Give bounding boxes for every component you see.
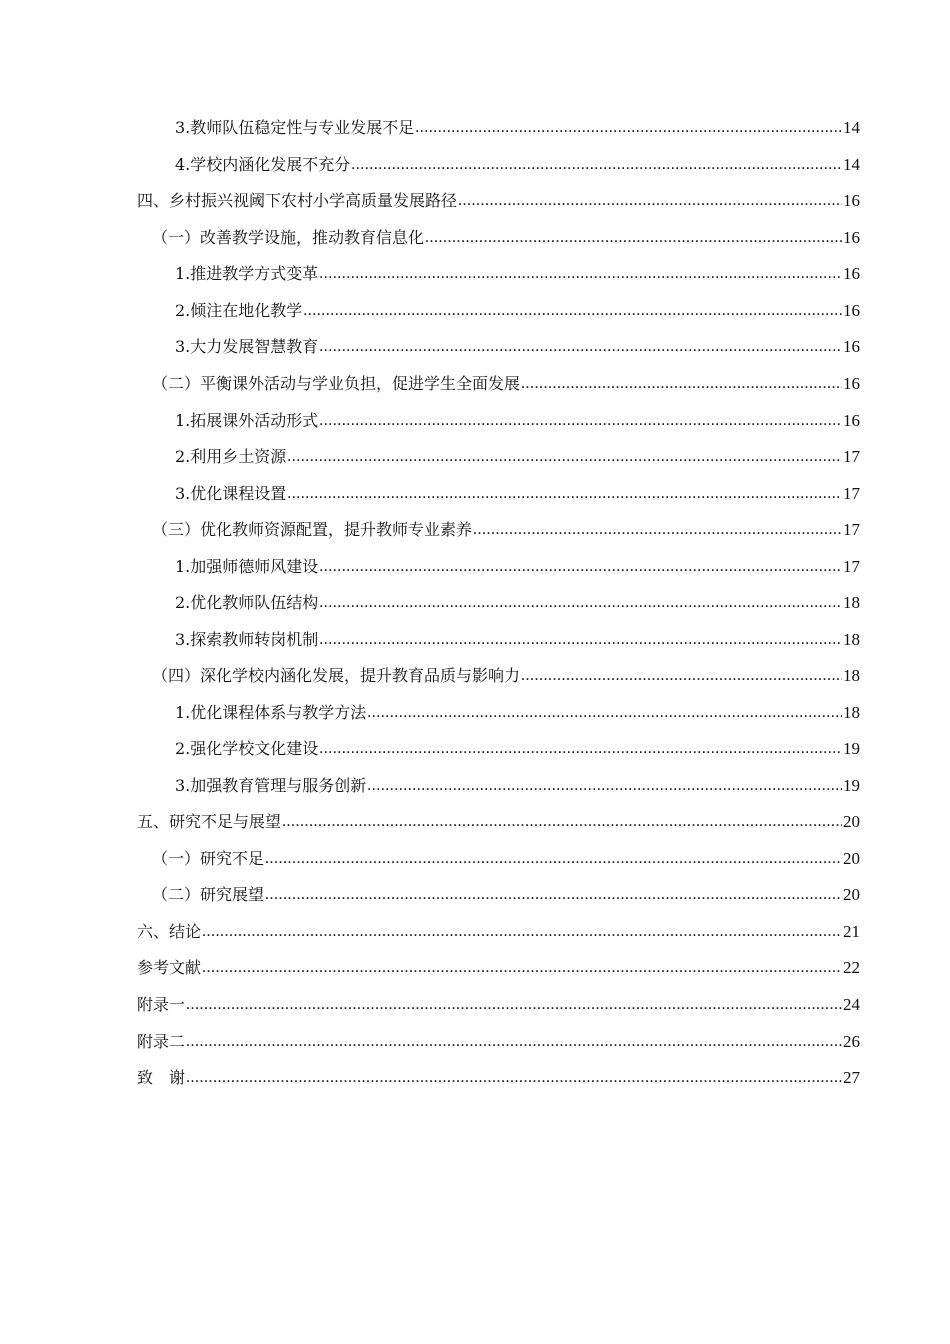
toc-entry-title: 4.学校内涵化发展不充分 — [175, 154, 351, 174]
toc-entry-page: 14 — [843, 118, 860, 138]
toc-entry[interactable] — [0, 914, 950, 951]
toc-entry[interactable] — [0, 841, 950, 878]
toc-entry-title: 3.大力发展智慧教育 — [175, 337, 319, 357]
toc-entry-page: 17 — [843, 556, 860, 576]
toc-entry-page: 22 — [843, 958, 860, 978]
toc-entry-title: （一）改善教学设施，推动教育信息化 — [152, 227, 425, 247]
toc-entry[interactable] — [0, 621, 950, 658]
dot-leader — [319, 411, 842, 431]
dot-leader — [319, 739, 842, 759]
toc-entry-page: 18 — [843, 666, 860, 686]
toc-entry[interactable] — [0, 329, 950, 366]
toc-entry-title: 致 谢 — [137, 1068, 186, 1088]
toc-entry[interactable] — [0, 804, 950, 841]
toc-entry[interactable] — [0, 475, 950, 512]
toc-entry[interactable] — [0, 877, 950, 914]
toc-entry-page: 18 — [843, 593, 860, 613]
dot-leader — [425, 228, 842, 248]
toc-entry-title: 3.探索教师转岗机制 — [175, 629, 319, 649]
toc-entry-page: 20 — [843, 848, 860, 868]
toc-entry-title: 1.推进教学方式变革 — [175, 264, 319, 284]
toc-entry[interactable] — [0, 439, 950, 476]
toc-entry-title: 六、结论 — [137, 921, 202, 941]
dot-leader — [319, 630, 842, 650]
toc-entry[interactable] — [0, 110, 950, 147]
toc-entry-title: （二）研究展望 — [152, 885, 265, 905]
toc-entry-page: 21 — [843, 921, 860, 941]
toc-entry-page: 17 — [843, 447, 860, 467]
toc-entry[interactable] — [0, 731, 950, 768]
toc-entry[interactable] — [0, 402, 950, 439]
toc-entry-page: 16 — [843, 300, 860, 320]
toc-entry[interactable] — [0, 147, 950, 184]
toc-entry-page: 16 — [843, 337, 860, 357]
toc-entry[interactable] — [0, 585, 950, 622]
toc-entry-page: 14 — [843, 154, 860, 174]
dot-leader — [287, 484, 842, 504]
toc-entry-title: 参考文献 — [137, 958, 202, 978]
toc-entry-title: 2.利用乡土资源 — [175, 447, 287, 467]
toc-entry-page: 20 — [843, 812, 860, 832]
toc-entry-title: 1.拓展课外活动形式 — [175, 410, 319, 430]
toc-entry-page: 16 — [843, 191, 860, 211]
dot-leader — [319, 264, 842, 284]
table-of-contents — [0, 110, 950, 1096]
toc-entry-page: 16 — [843, 264, 860, 284]
toc-entry-page: 27 — [843, 1068, 860, 1088]
dot-leader — [367, 776, 842, 796]
dot-leader — [319, 337, 842, 357]
toc-entry-title: （四）深化学校内涵化发展，提升教育品质与影响力 — [152, 666, 521, 686]
toc-entry-page: 16 — [843, 373, 860, 393]
toc-entry-title: 2.强化学校文化建设 — [175, 739, 319, 759]
toc-entry-page: 26 — [843, 1031, 860, 1051]
toc-entry-title: 五、研究不足与展望 — [137, 812, 282, 832]
toc-entry-title: 3.优化课程设置 — [175, 483, 287, 503]
toc-entry-title: 1.优化课程体系与教学方法 — [175, 702, 367, 722]
toc-entry-title: 3.加强教育管理与服务创新 — [175, 775, 367, 795]
dot-leader — [319, 557, 842, 577]
dot-leader — [287, 447, 842, 467]
toc-entry-title: 3.教师队伍稳定性与专业发展不足 — [175, 118, 415, 138]
toc-entry-page: 24 — [843, 995, 860, 1015]
toc-entry[interactable] — [0, 183, 950, 220]
dot-leader — [265, 849, 842, 869]
toc-entry-title: （三）优化教师资源配置，提升教师专业素养 — [152, 520, 473, 540]
dot-leader — [202, 922, 842, 942]
toc-entry-page: 17 — [843, 520, 860, 540]
toc-entry-title: 2.优化教师队伍结构 — [175, 593, 319, 613]
toc-entry-title: 1.加强师德师风建设 — [175, 556, 319, 576]
toc-entry[interactable] — [0, 950, 950, 987]
dot-leader — [303, 301, 842, 321]
toc-entry-title: 2.倾注在地化教学 — [175, 300, 303, 320]
dot-leader — [282, 812, 842, 832]
dot-leader — [458, 191, 842, 211]
toc-entry[interactable] — [0, 1023, 950, 1060]
dot-leader — [521, 374, 842, 394]
dot-leader — [367, 703, 842, 723]
toc-entry-title: 四、乡村振兴视阈下农村小学高质量发展路径 — [137, 191, 458, 211]
toc-entry-page: 16 — [843, 410, 860, 430]
dot-leader — [186, 995, 842, 1015]
toc-entry-page: 18 — [843, 702, 860, 722]
toc-entry-page: 20 — [843, 885, 860, 905]
dot-leader — [186, 1068, 842, 1088]
toc-entry[interactable] — [0, 987, 950, 1024]
toc-entry-page: 18 — [843, 629, 860, 649]
toc-entry-title: （二）平衡课外活动与学业负担，促进学生全面发展 — [152, 373, 521, 393]
dot-leader — [473, 520, 842, 540]
dot-leader — [186, 1032, 842, 1052]
toc-entry-title: 附录二 — [137, 1031, 186, 1051]
toc-entry-page: 19 — [843, 775, 860, 795]
toc-entry-page: 16 — [843, 227, 860, 247]
toc-entry-page: 17 — [843, 483, 860, 503]
toc-entry-title: 附录一 — [137, 995, 186, 1015]
toc-entry[interactable] — [0, 512, 950, 549]
toc-entry[interactable] — [0, 548, 950, 585]
toc-entry[interactable] — [0, 768, 950, 805]
toc-entry[interactable] — [0, 695, 950, 732]
toc-entry-page: 19 — [843, 739, 860, 759]
dot-leader — [521, 666, 842, 686]
dot-leader — [351, 155, 842, 175]
toc-entry[interactable] — [0, 293, 950, 330]
toc-entry-title: （一）研究不足 — [152, 848, 265, 868]
toc-entry[interactable] — [0, 220, 950, 257]
dot-leader — [415, 118, 842, 138]
toc-entry[interactable] — [0, 658, 950, 695]
dot-leader — [202, 958, 842, 978]
dot-leader — [319, 593, 842, 613]
toc-entry[interactable] — [0, 1060, 950, 1097]
toc-entry[interactable] — [0, 256, 950, 293]
dot-leader — [265, 885, 842, 905]
toc-entry[interactable] — [0, 366, 950, 403]
